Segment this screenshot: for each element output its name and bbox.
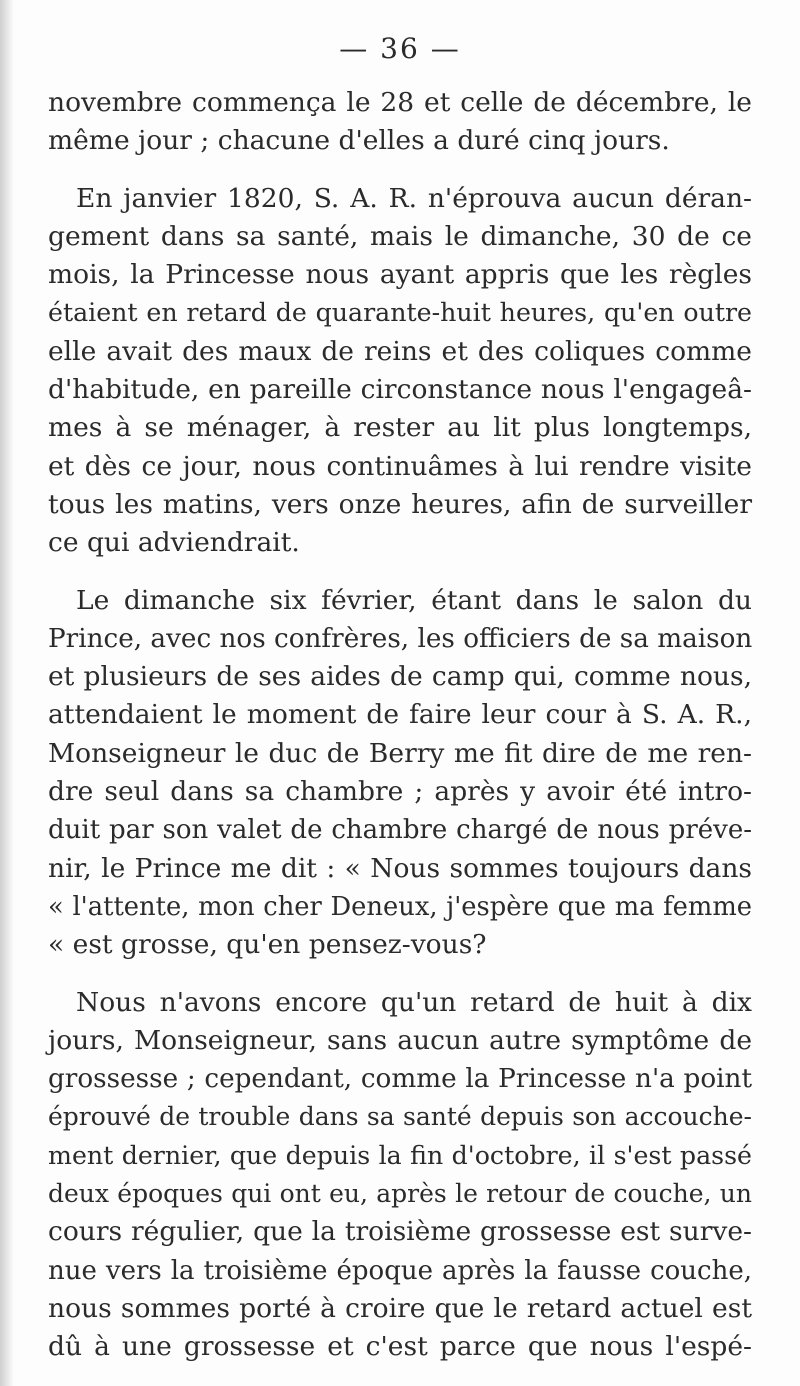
- text-line: Nous n'avons encore qu'un retard de huit à dix: [76, 986, 752, 1018]
- text-line: duit par son valet de chambre chargé de nous préve-: [48, 815, 752, 846]
- text-line: deux époques qui ont eu, après le retour de couche, un: [48, 1179, 752, 1209]
- text-line: ment dernier, que depuis la fin d'octobre, il s'est passé: [48, 1140, 752, 1170]
- text-line: tous les matins, vers onze heures, afin de surveiller: [48, 488, 752, 520]
- text-line: dû à une grossesse et c'est parce que nous l'espé-: [48, 1331, 752, 1363]
- text-line: « l'attente, mon cher Deneux, j'espère que ma femme: [48, 891, 752, 922]
- paragraph-2: [48, 180, 752, 563]
- text-line: Le dimanche six février, étant dans le salon du: [76, 584, 752, 616]
- text-line: mois, la Princesse nous ayant appris que les règles: [48, 259, 752, 291]
- paragraph-1: [48, 84, 752, 161]
- text-line: attendaient le moment de faire leur cour à S. A. R.,: [48, 699, 752, 731]
- text-line: dre seul dans sa chambre ; après y avoir été intro-: [48, 776, 752, 808]
- paragraph-3: [48, 582, 752, 965]
- text-line: mes à se ménager, à rester au lit plus longtemps,: [48, 412, 752, 444]
- text-line: et dès ce jour, nous continuâmes à lui rendre visite: [48, 450, 752, 482]
- text-line: étaient en retard de quarante-huit heures, qu'en outre: [48, 298, 752, 328]
- page-edge-shadow: [0, 0, 14, 1386]
- body-text: [48, 84, 752, 1386]
- text-line: novembre commença le 28 et celle de décembre, le: [48, 87, 752, 118]
- text-line: grossesse ; cependant, comme la Princesse n'a point: [48, 1064, 752, 1095]
- text-line: nir, le Prince me dit : « Nous sommes toujours dans: [48, 852, 752, 884]
- page-number: — 36 —: [339, 32, 461, 65]
- text-line: ce qui adviendrait.: [48, 527, 300, 559]
- text-line: « est grosse, qu'en pensez-vous?: [48, 929, 487, 961]
- text-line: En janvier 1820, S. A. R. n'éprouva aucun déran-: [76, 182, 752, 214]
- text-line: gement dans sa santé, mais le dimanche, 30 de ce: [48, 220, 752, 252]
- text-line: Monseigneur le duc de Berry me fit dire de me ren-: [48, 737, 752, 769]
- paragraph-4: [48, 984, 752, 1367]
- text-line: cours régulier, que la troisième grossesse est surve-: [48, 1216, 752, 1248]
- text-line: éprouvé de trouble dans sa santé depuis son accouche-: [48, 1102, 752, 1132]
- text-line: même jour ; chacune d'elles a duré cinq jours.: [48, 125, 670, 157]
- text-line: nous sommes porté à croire que le retard actuel est: [48, 1292, 752, 1324]
- text-line: Prince, avec nos confrères, les officiers de sa maison: [48, 623, 753, 654]
- text-line: nue vers la troisième époque après la fausse couche,: [48, 1255, 752, 1286]
- text-line: jours, Monseigneur, sans aucun autre symptôme de: [48, 1024, 752, 1056]
- text-line: et plusieurs de ses aides de camp qui, comme nous,: [48, 661, 752, 693]
- text-line: elle avait des maux de reins et des coliques comme: [48, 335, 752, 367]
- text-line: d'habitude, en pareille circonstance nous l'engageâ-: [48, 374, 752, 406]
